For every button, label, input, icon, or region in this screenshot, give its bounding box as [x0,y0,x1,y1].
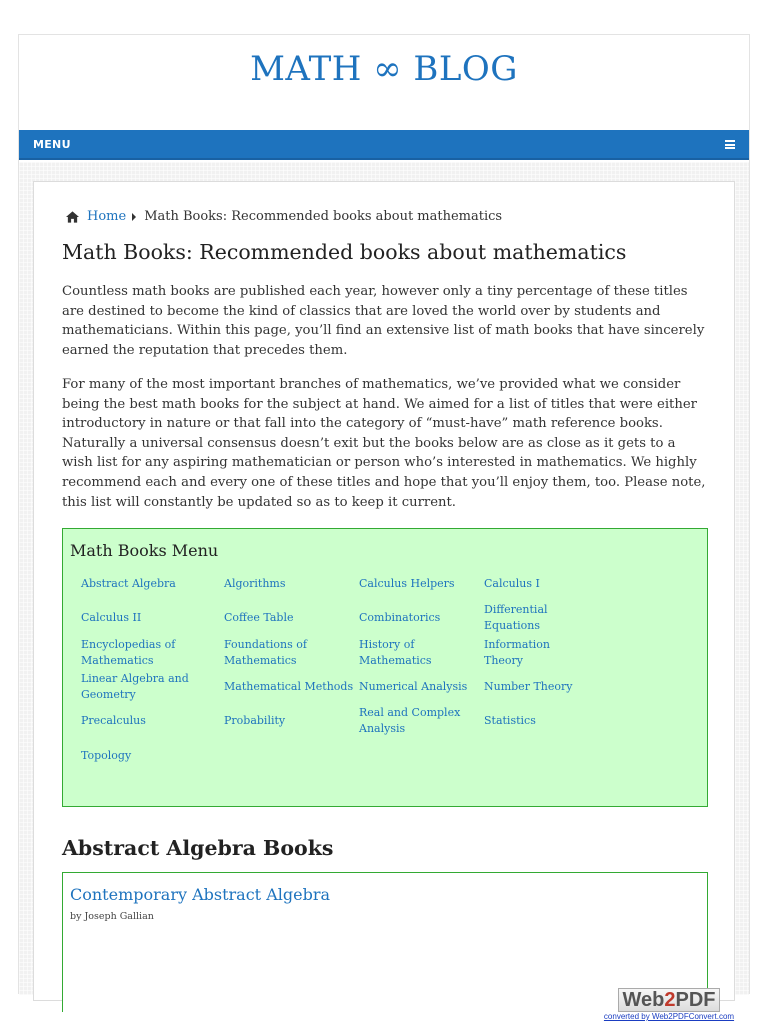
content-card [33,181,735,1001]
menu-link[interactable]: Algorithms [224,577,286,591]
math-books-menu-grid [81,567,681,773]
menu-link[interactable]: Real and Complex Analysis [359,706,461,736]
menu-link[interactable]: Calculus II [81,611,142,625]
site-title[interactable]: MATH ∞ BLOG [250,49,518,89]
hamburger-menu-icon[interactable] [725,140,735,149]
menu-link[interactable]: Numerical Analysis [359,680,468,694]
book-author: by Joseph Gallian [70,911,154,922]
menu-bar [19,130,749,160]
menu-row [81,670,681,704]
menu-label[interactable]: MENU [33,138,71,151]
menu-link[interactable]: Linear Algebra and Geometry [81,672,189,702]
menu-row [81,738,681,772]
menu-link[interactable]: Mathematical Methods [224,680,354,694]
web2pdf-logo: Web2PDF [618,988,721,1012]
menu-link[interactable]: Abstract Algebra [81,577,176,591]
menu-link[interactable]: Topology [81,748,132,762]
menu-row [81,704,681,738]
breadcrumb-home-link[interactable]: Home [87,209,127,224]
web2pdf-link[interactable]: converted by Web2PDFConvert.com [603,1012,735,1021]
book-title-link[interactable]: Contemporary Abstract Algebra [70,885,330,904]
math-books-menu-title: Math Books Menu [70,541,219,560]
section-heading: Abstract Algebra Books [62,836,334,860]
menu-link[interactable]: Coffee Table [224,611,294,625]
menu-row [81,601,681,635]
page-background [19,162,749,995]
menu-link[interactable]: Differential Equations [484,603,548,633]
breadcrumb-current: Math Books: Recommended books about mathematics [144,209,503,224]
menu-row [81,567,681,601]
menu-link[interactable]: Combinatorics [359,611,441,625]
home-icon [66,211,79,223]
intro-paragraph-2: For many of the most important branches of mathematics, we’ve provided what we consider being the best math books for the subject at hand. We aimed for a list of titles that were either introductory in nature or that fall into the category of “must-have” math reference books. Naturally a universal consensus doesn’t exit but the books below are as close as it gets to a wish list for any aspiring mathematician or person who’s interested in mathematics. We highly recommend each and every one of these titles and hope that you’ll enjoy them, too. Please note, this list will constantly be updated so as to keep it current. [62,377,706,510]
menu-row [81,636,681,670]
menu-link[interactable]: History of Mathematics [359,637,432,667]
menu-link[interactable]: Calculus Helpers [359,577,455,591]
menu-link[interactable]: Statistics [484,714,536,728]
menu-link[interactable]: Probability [224,714,286,728]
menu-link[interactable]: Information Theory [484,637,551,667]
intro-paragraph-1: Countless math books are published each year, however only a tiny percentage of these titles are destined to become the kind of classics that are loved the world over by students and mathematicians. Within this page, you’ll find an extensive list of math books that have sincerely earned the reputation that precedes them. [62,284,705,358]
menu-link[interactable]: Precalculus [81,714,146,728]
breadcrumb [66,209,502,224]
page-frame [18,34,750,994]
breadcrumb-separator-icon [132,213,136,221]
web2pdf-watermark [598,988,740,1020]
math-books-menu [62,528,708,807]
menu-link[interactable]: Encyclopedias of Mathematics [81,637,176,667]
menu-link[interactable]: Number Theory [484,680,573,694]
menu-link[interactable]: Foundations of Mathematics [224,637,307,667]
menu-link[interactable]: Calculus I [484,577,540,591]
page-title: Math Books: Recommended books about mathematics [62,240,627,264]
